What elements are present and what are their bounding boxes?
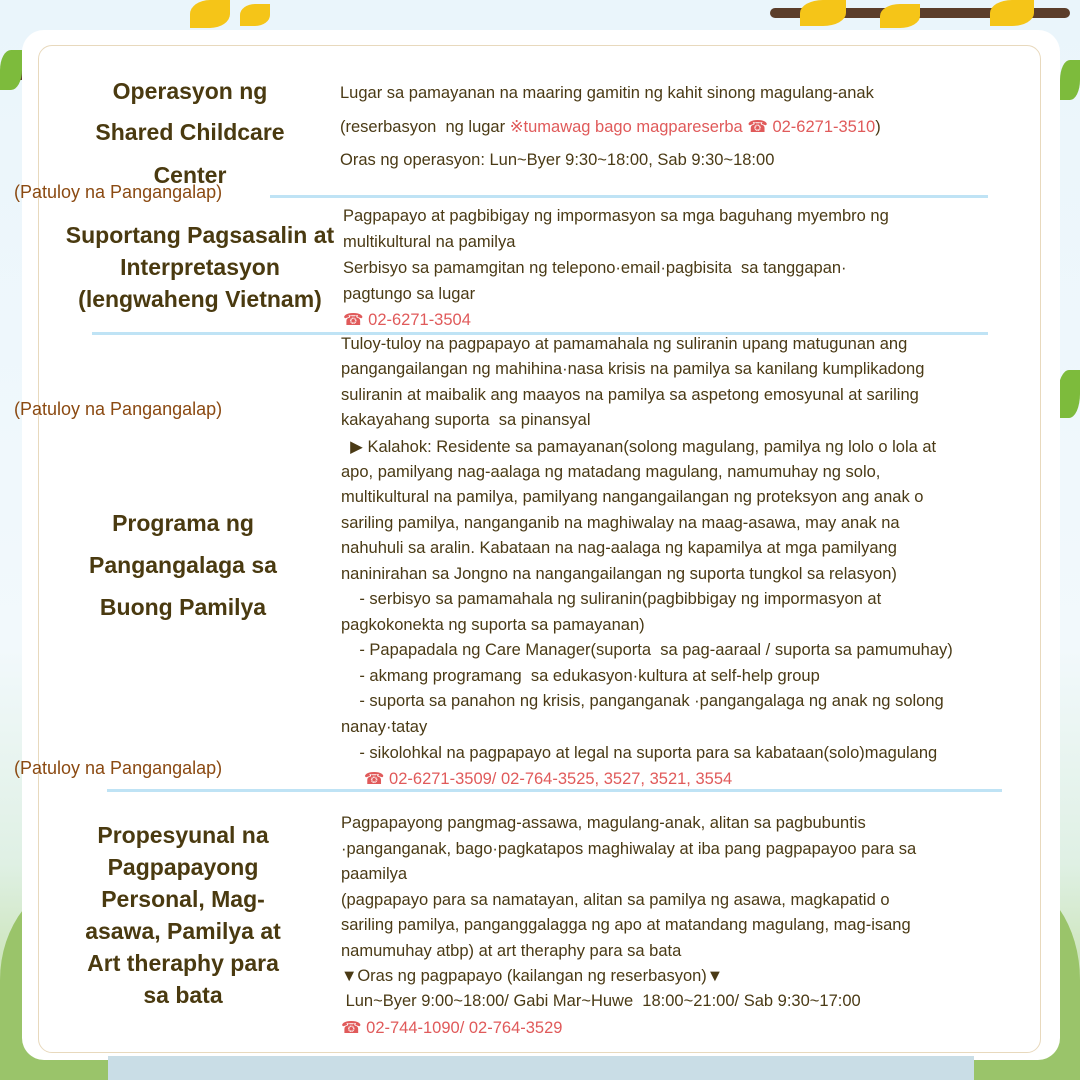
text-segment: (pagpapayo para sa namatayan, alitan sa pamilya ng asawa, magkapatid o bbox=[341, 891, 890, 909]
description-line bbox=[341, 1018, 562, 1038]
section-heading: Interpretasyon bbox=[120, 254, 280, 280]
section-divider bbox=[107, 789, 1002, 792]
text-segment: sariling pamilya, panganggalagga ng apo at matandang magulang, mag-isang bbox=[341, 916, 911, 934]
status-label: (Patuloy na Pangangalap) bbox=[14, 182, 223, 202]
description-line bbox=[341, 590, 881, 609]
description-line bbox=[341, 814, 866, 833]
text-segment: ▶ Kalahok: Residente sa pamayanan(solong magulang, pamilya ng lolo o lola at bbox=[341, 438, 937, 456]
description-line bbox=[341, 360, 924, 379]
flower-icon bbox=[990, 0, 1034, 26]
leaf-icon bbox=[0, 50, 22, 90]
description-line bbox=[341, 539, 897, 558]
text-segment: Oras ng operasyon: Lun~Byer 9:30~18:00, Sab 9:30~18:00 bbox=[340, 151, 775, 169]
description-line bbox=[341, 514, 900, 533]
leaf-icon bbox=[1058, 370, 1080, 418]
section-heading: Programa ng bbox=[112, 510, 254, 536]
description-line bbox=[341, 967, 723, 986]
contact-text: ☎ 02-744-1090/ 02-764-3529 bbox=[341, 1019, 563, 1037]
text-segment: pagkokonekta ng suporta sa pamayanan) bbox=[341, 616, 645, 634]
description-line bbox=[341, 992, 861, 1011]
text-segment: suliranin at maibalik ang maayos na pamilya sa aspetong emosyunal at sariling bbox=[341, 386, 919, 404]
text-segment: ·panganganak, bago·pagkatapos maghiwalay at iba pang pagpapayoo para sa bbox=[341, 840, 917, 858]
text-segment: Lugar sa pamayanan na maaring gamitin ng kahit sinong magulang-anak bbox=[340, 84, 874, 102]
section-heading: Propesyunal na bbox=[97, 822, 269, 848]
description-line bbox=[341, 463, 880, 482]
description-line bbox=[341, 718, 427, 737]
flower-icon bbox=[240, 4, 270, 26]
text-segment: kakayahang suporta sa pinansyal bbox=[341, 411, 591, 429]
description-line bbox=[343, 207, 889, 226]
description-line bbox=[341, 488, 923, 507]
text-segment: ▼Oras ng pagpapayo (kailangan ng reserbasyon)▼ bbox=[341, 967, 724, 985]
text-segment: - sikolohkal na pagpapayo at legal na suporta para sa kabataan(solo)magulang bbox=[341, 744, 938, 762]
section-divider bbox=[270, 195, 988, 198]
description-line bbox=[341, 692, 944, 711]
description-line bbox=[341, 641, 953, 660]
text-segment: Pagpapayo at pagbibigay ng impormasyon sa mga baguhang myembro ng bbox=[343, 207, 889, 225]
text-segment: - serbisyo sa pamamahala ng suliranin(pagbibbigay ng impormasyon at bbox=[341, 590, 882, 608]
text-segment: - suporta sa panahon ng krisis, panganganak ·pangangalaga ng anak ng solong bbox=[341, 692, 944, 710]
description-line bbox=[341, 744, 937, 763]
text-segment: nanay·tatay bbox=[341, 718, 428, 736]
text-segment: - Papapadala ng Care Manager(suporta sa pag-aaraal / suporta sa pamumuhay) bbox=[341, 641, 953, 659]
description-line bbox=[340, 84, 874, 103]
text-segment: pangangailangan ng mahihina·nasa krisis na pamilya sa kanilang kumplikadong bbox=[341, 360, 925, 378]
flower-icon bbox=[880, 4, 920, 28]
description-line bbox=[341, 411, 591, 430]
description-line bbox=[343, 259, 847, 278]
description-line bbox=[341, 942, 681, 961]
contact-text: ☎ 02-6271-3509/ 02-764-3525, 3527, 3521, 3554 bbox=[341, 770, 733, 788]
description-line bbox=[343, 285, 475, 304]
section-heading: Center bbox=[153, 162, 227, 188]
flower-icon bbox=[800, 0, 846, 26]
text-segment: naninirahan sa Jongno na nangangailangan ng suporta tungkol sa relasyon) bbox=[341, 565, 897, 583]
description-line bbox=[341, 437, 936, 457]
bottom-bar bbox=[108, 1056, 974, 1080]
section-heading: asawa, Pamilya at bbox=[85, 918, 281, 944]
text-segment: Pagpapayong pangmag-assawa, magulang-anak, alitan sa pagbubuntis bbox=[341, 814, 866, 832]
section-heading: Personal, Mag- bbox=[101, 886, 265, 912]
section-heading: Shared Childcare bbox=[95, 119, 285, 145]
description-line bbox=[340, 151, 774, 170]
text-segment: Tuloy-tuloy na pagpapayo at pamamahala ng suliranin upang matugunan ang bbox=[341, 335, 908, 353]
text-segment: sariling pamilya, nanganganib na maghiwalay na maag-asawa, may anak na bbox=[341, 514, 900, 532]
contact-text: ☎ 02-6271-3504 bbox=[343, 311, 471, 329]
section-heading: sa bata bbox=[143, 982, 223, 1008]
status-label: (Patuloy na Pangangalap) bbox=[14, 758, 223, 778]
description-line bbox=[341, 840, 916, 859]
section-heading: Pangangalaga sa bbox=[89, 552, 277, 578]
description-line bbox=[343, 310, 471, 330]
description-line bbox=[341, 865, 407, 884]
text-segment: paamilya bbox=[341, 865, 408, 883]
text-segment: apo, pamilyang nag-aalaga ng matadang magulang, namumuhay ng solo, bbox=[341, 463, 881, 481]
text-segment: Lun~Byer 9:00~18:00/ Gabi Mar~Huwe 18:00~21:00/ Sab 9:30~17:00 bbox=[341, 992, 861, 1010]
description-line bbox=[341, 616, 645, 635]
text-segment: (reserbasyon ng lugar bbox=[340, 118, 510, 136]
description-line bbox=[341, 667, 820, 686]
section-heading: (lengwaheng Vietnam) bbox=[78, 286, 322, 312]
contact-text: ※tumawag bago magpareserba ☎ 02-6271-3510 bbox=[509, 118, 876, 136]
description-line bbox=[343, 233, 515, 252]
description-line bbox=[341, 769, 732, 789]
text-segment: Serbisyo sa pamamgitan ng telepono·email·pagbisita sa tanggapan· bbox=[343, 259, 847, 277]
description-line bbox=[340, 117, 881, 137]
section-heading: Pagpapayong bbox=[107, 854, 259, 880]
flower-icon bbox=[190, 0, 230, 28]
section-heading: Suportang Pagsasalin at bbox=[65, 222, 335, 248]
section-heading: Art theraphy para bbox=[87, 950, 279, 976]
description-line bbox=[341, 891, 890, 910]
section-heading: Operasyon ng bbox=[112, 78, 268, 104]
text-segment: namumuhay atbp) at art theraphy para sa bata bbox=[341, 942, 682, 960]
section-heading: Buong Pamilya bbox=[99, 594, 267, 620]
status-label: (Patuloy na Pangangalap) bbox=[14, 399, 223, 419]
description-line bbox=[341, 386, 919, 405]
leaf-icon bbox=[1060, 60, 1080, 100]
text-segment: ) bbox=[875, 118, 881, 136]
text-segment: nahuhuli sa aralin. Kabataan na nag-aalaga ng kapamilya at mga pamilyang bbox=[341, 539, 897, 557]
text-segment: multikultural na pamilya, pamilyang nangangailangan ng proteksyon ang anak o bbox=[341, 488, 924, 506]
text-segment: multikultural na pamilya bbox=[343, 233, 516, 251]
text-segment: - akmang programang sa edukasyon·kultura at self-help group bbox=[341, 667, 820, 685]
description-line bbox=[341, 335, 907, 354]
description-line bbox=[341, 565, 897, 584]
description-line bbox=[341, 916, 911, 935]
text-segment: pagtungo sa lugar bbox=[343, 285, 476, 303]
